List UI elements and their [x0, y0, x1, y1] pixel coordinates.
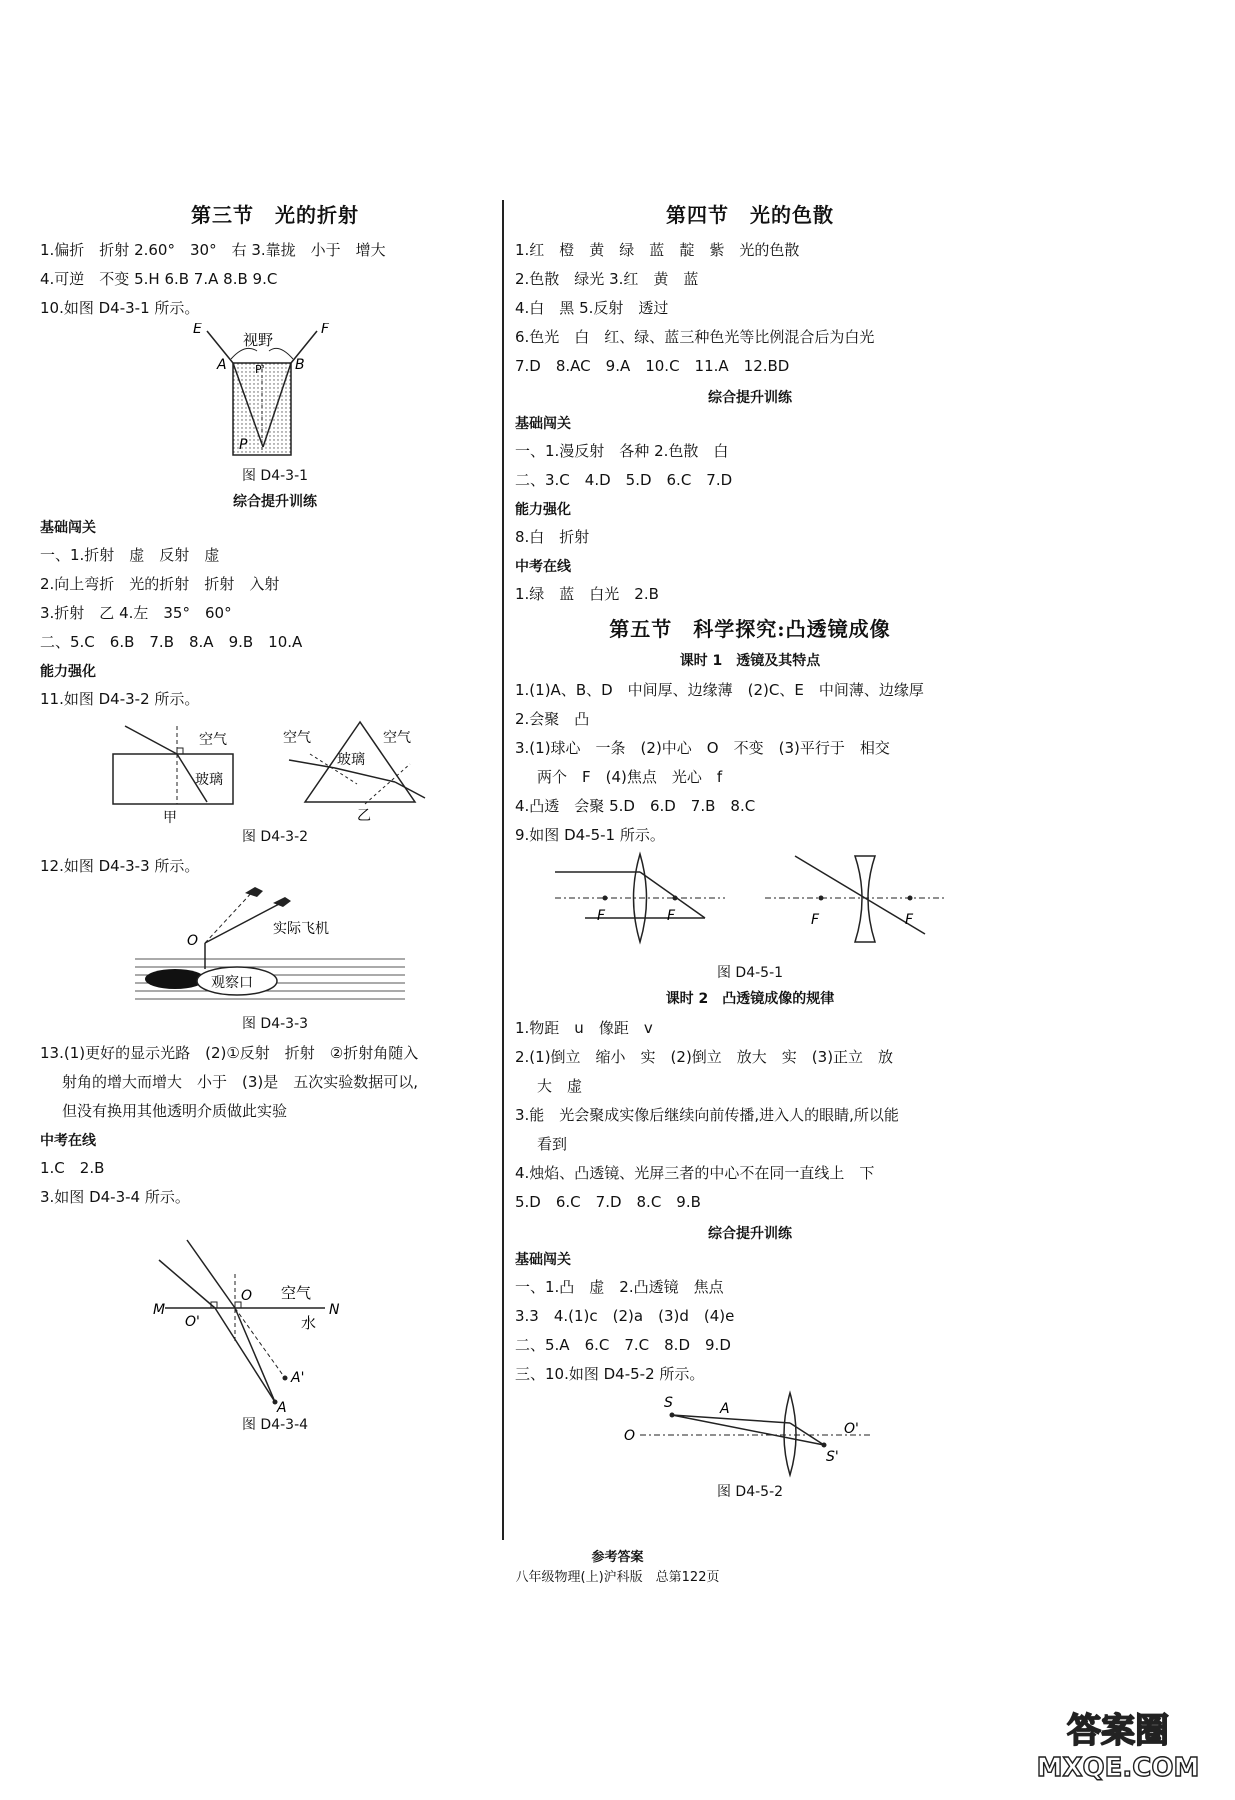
section-title-refraction: 第三节 光的折射: [191, 203, 359, 227]
watermark-logo: [1023, 1704, 1213, 1782]
point-b-label: B: [295, 357, 305, 373]
answer-line: 1.红 橙 黄 绿 蓝 靛 紫 光的色散: [515, 241, 800, 259]
category-exam: 中考在线: [40, 1133, 96, 1149]
figure-d4-3-1: [165, 323, 385, 463]
point-a-label: A: [277, 1400, 287, 1412]
answer-line: 3.(1)球心 一条 (2)中心 O 不变 (3)平行于 相交: [515, 739, 890, 757]
air-label: 空气: [283, 730, 311, 746]
air-label: 空气: [281, 1284, 312, 1302]
point-o-label: O: [187, 933, 199, 949]
answer-line: 三、10.如图 D4-5-2 所示。: [515, 1365, 705, 1383]
observation-window-label: 观察口: [211, 975, 253, 991]
point-o-label: O: [624, 1428, 636, 1444]
watermark-bottom: MXQE.COM: [1036, 1753, 1200, 1782]
answer-line: 两个 F (4)焦点 光心 f: [537, 768, 723, 786]
answer-line: 2.(1)倒立 缩小 实 (2)倒立 放大 实 (3)正立 放: [515, 1048, 894, 1066]
point-a-label: A: [720, 1401, 730, 1417]
answer-line: 1.C 2.B: [40, 1159, 105, 1177]
left-column: [40, 195, 510, 1440]
answer-line: 5.D 6.C 7.D 8.C 9.B: [515, 1193, 701, 1211]
figure-caption: 图 D4-5-2: [716, 1484, 784, 1500]
answer-line: 3.3 4.(1)c (2)a (3)d (4)e: [515, 1307, 735, 1325]
air-label: 空气: [199, 732, 227, 748]
point-s-label: S: [664, 1395, 673, 1411]
answer-line: 13.(1)更好的显示光路 (2)①反射 折射 ②折射角随入: [40, 1044, 419, 1062]
answer-line: 但没有换用其他透明介质做此实验: [62, 1102, 288, 1120]
answer-line: 一、1.漫反射 各种 2.色散 白: [515, 442, 729, 460]
answer-line: 3.如图 D4-3-4 所示。: [40, 1188, 190, 1206]
answer-line: 6.色光 白 红、绿、蓝三种色光等比例混合后为白光: [515, 328, 875, 346]
point-p-prime-label: P': [255, 363, 265, 376]
point-e-label: E: [193, 323, 202, 337]
figure-d4-5-2: [600, 1389, 900, 1479]
category-ability: 能力强化: [515, 502, 571, 518]
answer-line: 1.偏折 折射 2.60° 30° 右 3.靠拢 小于 增大: [40, 241, 386, 259]
figure-d4-5-1: [525, 850, 975, 960]
view-label: 视野: [243, 331, 274, 349]
answer-line: 二、3.C 4.D 5.D 6.C 7.D: [515, 471, 733, 489]
answer-line: 4.烛焰、凸透镜、光屏三者的中心不在同一直线上 下: [515, 1164, 875, 1182]
point-o-prime-label: O': [185, 1314, 200, 1330]
point-n-label: N: [329, 1302, 340, 1318]
water-label: 水: [301, 1314, 317, 1332]
category-exam: 中考在线: [515, 559, 571, 575]
focus-f-label: F: [597, 908, 606, 924]
figure-caption: 图 D4-5-1: [716, 965, 784, 981]
answer-line: 射角的增大而增大 小于 (3)是 五次实验数据可以,: [62, 1073, 419, 1091]
answer-line: 11.如图 D4-3-2 所示。: [40, 690, 200, 708]
focus-f-label: F: [811, 912, 820, 928]
glass-label: 玻璃: [337, 752, 365, 768]
point-o-prime-label: O': [844, 1421, 859, 1437]
answer-line: 12.如图 D4-3-3 所示。: [40, 857, 200, 875]
air-label: 空气: [383, 730, 411, 746]
point-m-label: M: [153, 1302, 166, 1318]
point-f-label: F: [321, 323, 330, 337]
category-basic: 基础闯关: [515, 1252, 571, 1268]
answer-line: 8.白 折射: [515, 528, 590, 546]
answer-line: 2.向上弯折 光的折射 折射 入射: [40, 575, 280, 593]
footer-page-info: 八年级物理(上)沪科版 总第122页: [515, 1570, 720, 1585]
figure-caption: 图 D4-3-3: [241, 1016, 309, 1032]
figure-d4-3-2: [65, 714, 485, 824]
label-jia: 甲: [163, 810, 177, 824]
answer-line: 3.折射 乙 4.左 35° 60°: [40, 604, 232, 622]
category-basic: 基础闯关: [515, 416, 571, 432]
point-a-label: A: [217, 357, 227, 373]
point-a-prime-label: A': [291, 1370, 305, 1386]
answer-line: 一、1.折射 虚 反射 虚: [40, 546, 220, 564]
answer-line: 3.能 光会聚成实像后继续向前传播,进入人的眼睛,所以能: [515, 1106, 899, 1124]
answer-line: 4.可逆 不变 5.H 6.B 7.A 8.B 9.C: [40, 270, 278, 288]
training-title: 综合提升训练: [708, 390, 792, 406]
lesson-title: 课时 1 透镜及其特点: [679, 653, 821, 669]
right-column: [515, 195, 985, 1507]
answer-line: 大 虚: [537, 1077, 583, 1095]
category-ability: 能力强化: [40, 664, 96, 680]
training-title: 综合提升训练: [233, 494, 317, 510]
lesson-title: 课时 2 凸透镜成像的规律: [665, 991, 835, 1007]
answer-line: 1.物距 u 像距 v: [515, 1019, 653, 1037]
answer-line: 二、5.C 6.B 7.B 8.A 9.B 10.A: [40, 633, 303, 651]
answer-line: 1.(1)A、B、D 中间厚、边缘薄 (2)C、E 中间薄、边缘厚: [515, 681, 924, 699]
figure-caption: 图 D4-3-4: [241, 1417, 309, 1433]
point-o-label: O: [241, 1288, 253, 1304]
answer-line: 2.色散 绿光 3.红 黄 蓝: [515, 270, 699, 288]
footer-title: 参考答案: [591, 1550, 644, 1565]
answer-line: 4.白 黑 5.反射 透过: [515, 299, 669, 317]
answer-line: 4.凸透 会聚 5.D 6.D 7.B 8.C: [515, 797, 756, 815]
watermark-top: 答案圈: [1067, 1711, 1169, 1751]
figure-caption: 图 D4-3-1: [241, 468, 309, 484]
focus-f-label: F: [905, 912, 914, 928]
point-p-label: P: [239, 437, 248, 453]
answer-line: 2.会聚 凸: [515, 710, 590, 728]
point-s-prime-label: S': [826, 1449, 839, 1465]
answer-line: 10.如图 D4-3-1 所示。: [40, 299, 200, 317]
answer-line: 7.D 8.AC 9.A 10.C 11.A 12.BD: [515, 357, 790, 375]
glass-label: 玻璃: [195, 772, 223, 788]
answer-line: 1.绿 蓝 白光 2.B: [515, 585, 659, 603]
training-title: 综合提升训练: [708, 1226, 792, 1242]
category-basic: 基础闯关: [40, 520, 96, 536]
figure-d4-3-4: [125, 1212, 425, 1412]
page-footer: [0, 1548, 1235, 1588]
focus-f-label: F: [667, 908, 676, 924]
answer-line: 9.如图 D4-5-1 所示。: [515, 826, 665, 844]
label-yi: 乙: [357, 808, 371, 824]
answer-line: 一、1.凸 虚 2.凸透镜 焦点: [515, 1278, 724, 1296]
figure-d4-3-3: [125, 881, 425, 1011]
figure-caption: 图 D4-3-2: [241, 829, 309, 845]
answer-line: 看到: [537, 1135, 568, 1153]
section-title-dispersion: 第四节 光的色散: [666, 203, 834, 227]
answer-line: 二、5.A 6.C 7.C 8.D 9.D: [515, 1336, 731, 1354]
section-title-convex-lens: 第五节 科学探究:凸透镜成像: [609, 617, 891, 641]
actual-plane-label: 实际飞机: [273, 921, 329, 937]
